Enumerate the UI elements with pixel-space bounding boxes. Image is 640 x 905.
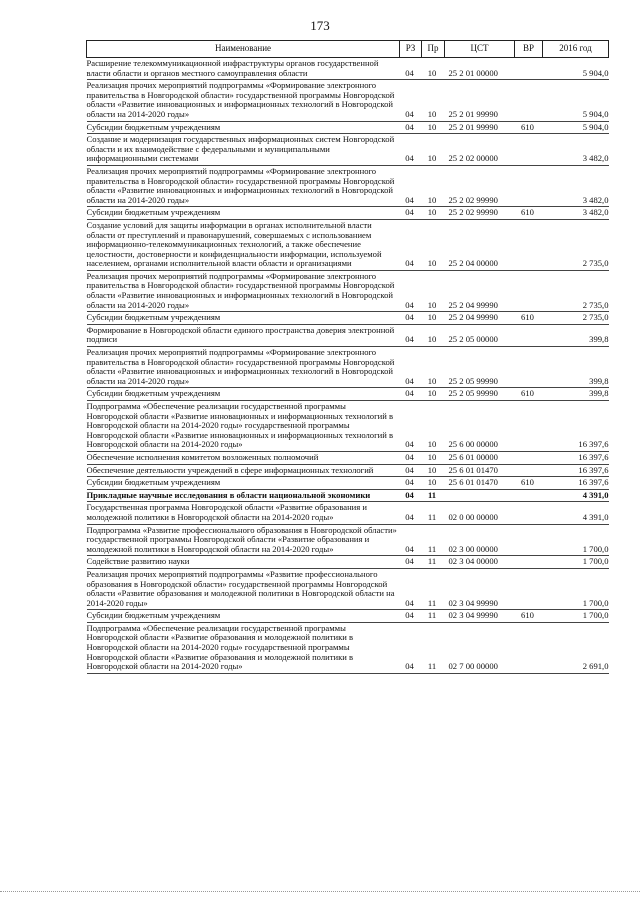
row-vr-code <box>515 556 543 569</box>
row-rz-code: 04 <box>400 324 422 346</box>
table-row <box>87 58 609 80</box>
row-pr-code: 11 <box>422 568 445 609</box>
row-cst-code <box>445 489 515 502</box>
row-cst-code: 25 2 05 99990 <box>445 347 515 388</box>
column-header-name: Наименование <box>87 41 400 58</box>
row-name: Субсидии бюджетным учреждениям <box>87 477 400 490</box>
row-vr-code: 610 <box>515 121 543 134</box>
row-amount: 16 397,6 <box>543 451 609 464</box>
column-header-year: 2016 год <box>543 41 609 58</box>
column-header-vr: ВР <box>515 41 543 58</box>
column-header-cst: ЦСТ <box>445 41 515 58</box>
row-name: Прикладные научные исследования в области национальной экономики <box>87 489 400 502</box>
row-vr-code <box>515 80 543 121</box>
row-vr-code <box>515 622 543 673</box>
table-row <box>87 477 609 490</box>
row-pr-code: 10 <box>422 464 445 477</box>
table-row <box>87 401 609 452</box>
row-vr-code <box>515 347 543 388</box>
row-cst-code: 25 6 01 00000 <box>445 451 515 464</box>
row-vr-code: 610 <box>515 610 543 623</box>
table-row <box>87 312 609 325</box>
row-rz-code: 04 <box>400 401 422 452</box>
table-row <box>87 568 609 609</box>
row-rz-code: 04 <box>400 464 422 477</box>
row-rz-code: 04 <box>400 568 422 609</box>
row-name: Реализация прочих мероприятий подпрограммы «Формирование электронного правительства в Новгородской области» государственной программы Новгородской области «Развитие инновационных и информационных технологий в Новгородской области на 2014-2020 годы» <box>87 270 400 311</box>
table-row <box>87 502 609 524</box>
row-cst-code: 02 3 04 99990 <box>445 568 515 609</box>
row-vr-code <box>515 489 543 502</box>
row-pr-code: 11 <box>422 622 445 673</box>
row-amount: 3 482,0 <box>543 134 609 166</box>
row-vr-code <box>515 270 543 311</box>
row-cst-code: 02 3 04 00000 <box>445 556 515 569</box>
table-row <box>87 556 609 569</box>
row-vr-code <box>515 502 543 524</box>
row-rz-code: 04 <box>400 80 422 121</box>
table-row <box>87 270 609 311</box>
row-amount: 3 482,0 <box>543 165 609 206</box>
table-row <box>87 464 609 477</box>
row-pr-code: 11 <box>422 524 445 556</box>
row-name: Обеспечение деятельности учреждений в сфере информационных технологий <box>87 464 400 477</box>
row-vr-code: 610 <box>515 312 543 325</box>
table-row <box>87 388 609 401</box>
page-number: 173 <box>310 18 330 33</box>
row-pr-code: 10 <box>422 134 445 166</box>
row-vr-code <box>515 134 543 166</box>
row-name: Субсидии бюджетным учреждениям <box>87 610 400 623</box>
column-header-rz: РЗ <box>400 41 422 58</box>
row-rz-code: 04 <box>400 622 422 673</box>
row-rz-code: 04 <box>400 477 422 490</box>
row-rz-code: 04 <box>400 165 422 206</box>
row-vr-code <box>515 165 543 206</box>
row-cst-code: 25 2 01 99990 <box>445 80 515 121</box>
row-rz-code: 04 <box>400 610 422 623</box>
row-amount: 16 397,6 <box>543 477 609 490</box>
row-rz-code: 04 <box>400 58 422 80</box>
row-amount: 2 735,0 <box>543 270 609 311</box>
row-vr-code <box>515 568 543 609</box>
row-rz-code: 04 <box>400 524 422 556</box>
table-body <box>87 58 609 674</box>
table-row <box>87 451 609 464</box>
row-name: Подпрограмма «Обеспечение реализации государственной программы Новгородской области «Развитие инновационных и информационных технологий в Новгородской области на 2014-2020 годы» государственной программы Новгородской области «Развитие инновационных и информационных технологий в Новгородской области на 2014-2020 годы» <box>87 401 400 452</box>
row-amount: 1 700,0 <box>543 556 609 569</box>
row-cst-code: 02 7 00 00000 <box>445 622 515 673</box>
row-amount: 16 397,6 <box>543 464 609 477</box>
row-rz-code: 04 <box>400 502 422 524</box>
row-cst-code: 25 6 01 01470 <box>445 477 515 490</box>
row-vr-code <box>515 524 543 556</box>
table-row <box>87 207 609 220</box>
row-pr-code: 10 <box>422 324 445 346</box>
row-pr-code: 10 <box>422 401 445 452</box>
row-name: Субсидии бюджетным учреждениям <box>87 121 400 134</box>
row-cst-code: 25 2 05 00000 <box>445 324 515 346</box>
row-cst-code: 02 3 00 00000 <box>445 524 515 556</box>
row-pr-code: 10 <box>422 80 445 121</box>
row-rz-code: 04 <box>400 312 422 325</box>
row-cst-code: 25 2 05 99990 <box>445 388 515 401</box>
row-pr-code: 11 <box>422 489 445 502</box>
row-pr-code: 10 <box>422 58 445 80</box>
row-pr-code: 10 <box>422 477 445 490</box>
row-amount: 1 700,0 <box>543 568 609 609</box>
row-amount: 2 735,0 <box>543 219 609 270</box>
row-amount: 5 904,0 <box>543 121 609 134</box>
row-cst-code: 25 2 01 99990 <box>445 121 515 134</box>
row-name: Подпрограмма «Обеспечение реализации государственной программы Новгородской области «Развитие образования и молодежной политики в Новгородской области на 2014-2020 годы» государственной программы Новгородской области «Развитие образования и молодежной политики в Новгородской области на 2014-2020 годы» <box>87 622 400 673</box>
row-pr-code: 10 <box>422 451 445 464</box>
row-pr-code: 10 <box>422 165 445 206</box>
row-vr-code: 610 <box>515 388 543 401</box>
row-pr-code: 10 <box>422 121 445 134</box>
row-rz-code: 04 <box>400 207 422 220</box>
table-row <box>87 80 609 121</box>
row-rz-code: 04 <box>400 556 422 569</box>
row-name: Реализация прочих мероприятий подпрограммы «Формирование электронного правительства в Новгородской области» государственной программы Новгородской области «Развитие инновационных и информационных технологий в Новгородской области на 2014-2020 годы» <box>87 347 400 388</box>
table-row <box>87 121 609 134</box>
row-pr-code: 10 <box>422 312 445 325</box>
row-pr-code: 11 <box>422 556 445 569</box>
row-rz-code: 04 <box>400 489 422 502</box>
table-row <box>87 622 609 673</box>
row-amount: 5 904,0 <box>543 80 609 121</box>
row-vr-code <box>515 324 543 346</box>
row-amount: 4 391,0 <box>543 502 609 524</box>
table-row <box>87 219 609 270</box>
budget-table <box>86 40 609 674</box>
row-cst-code: 25 2 02 00000 <box>445 134 515 166</box>
row-amount: 16 397,6 <box>543 401 609 452</box>
table-row <box>87 134 609 166</box>
row-amount: 3 482,0 <box>543 207 609 220</box>
row-name: Субсидии бюджетным учреждениям <box>87 388 400 401</box>
table-row <box>87 347 609 388</box>
row-amount: 1 700,0 <box>543 610 609 623</box>
row-name: Формирование в Новгородской области единого пространства доверия электронной подписи <box>87 324 400 346</box>
table-row <box>87 610 609 623</box>
row-vr-code <box>515 219 543 270</box>
row-name: Реализация прочих мероприятий подпрограммы «Формирование электронного правительства в Новгородской области» государственной программы Новгородской области «Развитие инновационных и информационных технологий в Новгородской области на 2014-2020 годы» <box>87 80 400 121</box>
row-vr-code <box>515 464 543 477</box>
row-pr-code: 10 <box>422 270 445 311</box>
row-name: Подпрограмма «Развитие профессионального образования в Новгородской области» государственной программы Новгородской области «Развитие образования и молодежной политики в Новгородской области на 2014-2020 годы» <box>87 524 400 556</box>
row-amount: 2 691,0 <box>543 622 609 673</box>
row-amount: 399,8 <box>543 347 609 388</box>
row-name: Расширение телекоммуникационной инфраструктуры органов государственной власти области и органов местного самоуправления области <box>87 58 400 80</box>
row-amount: 4 391,0 <box>543 489 609 502</box>
row-amount: 399,8 <box>543 388 609 401</box>
table-row <box>87 524 609 556</box>
table-header-row <box>87 41 609 58</box>
row-name: Содействие развитию науки <box>87 556 400 569</box>
row-amount: 2 735,0 <box>543 312 609 325</box>
row-name: Субсидии бюджетным учреждениям <box>87 312 400 325</box>
row-cst-code: 02 0 00 00000 <box>445 502 515 524</box>
row-name: Государственная программа Новгородской области «Развитие образования и молодежной политики в Новгородской области на 2014-2020 годы» <box>87 502 400 524</box>
row-cst-code: 25 2 01 00000 <box>445 58 515 80</box>
row-name: Реализация прочих мероприятий подпрограммы «Формирование электронного правительства в Новгородской области» государственной программы Новгородской области «Развитие инновационных и информационных технологий в Новгородской области на 2014-2020 годы» <box>87 165 400 206</box>
row-vr-code <box>515 451 543 464</box>
page-bottom-rule <box>0 891 640 892</box>
row-pr-code: 10 <box>422 219 445 270</box>
row-pr-code: 10 <box>422 347 445 388</box>
table-row <box>87 324 609 346</box>
table-row <box>87 489 609 502</box>
row-cst-code: 25 6 00 00000 <box>445 401 515 452</box>
row-rz-code: 04 <box>400 134 422 166</box>
row-name: Создание и модернизация государственных информационных систем Новгородской области и их взаимодействие с федеральными и муниципальными информационными системами <box>87 134 400 166</box>
row-pr-code: 10 <box>422 388 445 401</box>
row-cst-code: 25 2 04 99990 <box>445 312 515 325</box>
row-rz-code: 04 <box>400 270 422 311</box>
row-pr-code: 10 <box>422 207 445 220</box>
row-name: Реализация прочих мероприятий подпрограммы «Развитие профессионального образования в Новгородской области» государственной программы Новгородской области «Развитие образования и молодежной политики в Новгородской области на 2014-2020 годы» <box>87 568 400 609</box>
row-cst-code: 25 2 04 99990 <box>445 270 515 311</box>
row-cst-code: 25 2 02 99990 <box>445 165 515 206</box>
row-rz-code: 04 <box>400 451 422 464</box>
row-name: Обеспечение исполнения комитетом возложенных полномочий <box>87 451 400 464</box>
row-rz-code: 04 <box>400 347 422 388</box>
row-vr-code <box>515 58 543 80</box>
row-rz-code: 04 <box>400 121 422 134</box>
row-amount: 1 700,0 <box>543 524 609 556</box>
row-name: Субсидии бюджетным учреждениям <box>87 207 400 220</box>
row-cst-code: 25 2 02 99990 <box>445 207 515 220</box>
row-rz-code: 04 <box>400 219 422 270</box>
row-cst-code: 25 2 04 00000 <box>445 219 515 270</box>
row-vr-code: 610 <box>515 477 543 490</box>
table-row <box>87 165 609 206</box>
row-pr-code: 11 <box>422 502 445 524</box>
row-cst-code: 25 6 01 01470 <box>445 464 515 477</box>
column-header-pr: Пр <box>422 41 445 58</box>
row-amount: 399,8 <box>543 324 609 346</box>
row-name: Создание условий для защиты информации в органах исполнительной власти области от преступлений и правонарушений, совершаемых с использованием информационно-телекоммуникационных технологий, а также обеспечение целостности, достоверности и конфиденциальности информации, используемой населением, органами исполнительной власти области и организациями <box>87 219 400 270</box>
row-vr-code <box>515 401 543 452</box>
row-amount: 5 904,0 <box>543 58 609 80</box>
row-pr-code: 11 <box>422 610 445 623</box>
row-vr-code: 610 <box>515 207 543 220</box>
row-cst-code: 02 3 04 99990 <box>445 610 515 623</box>
row-rz-code: 04 <box>400 388 422 401</box>
